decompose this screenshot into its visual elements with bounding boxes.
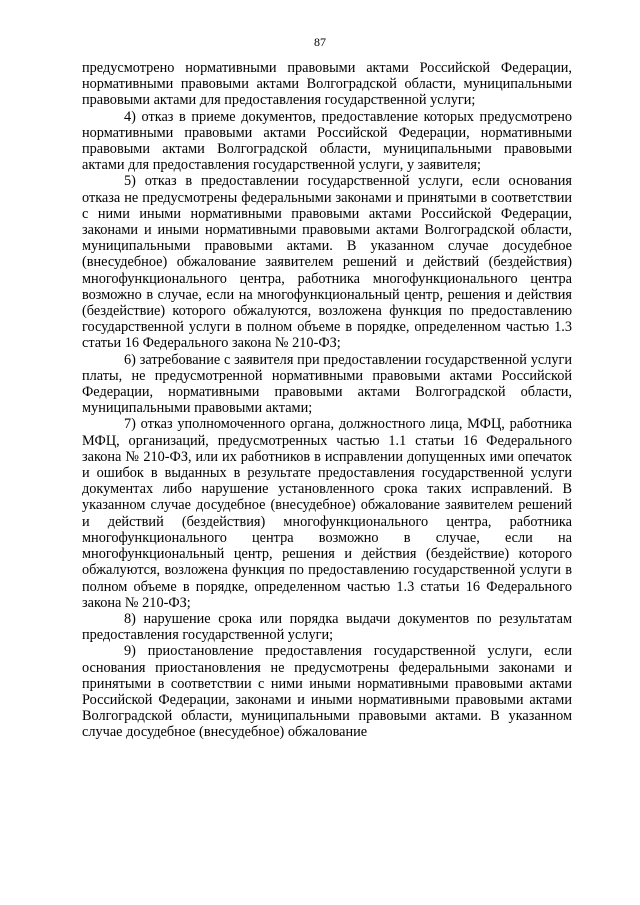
paragraph-item-6: 6) затребование с заявителя при предоставлении государственной услуги платы, не предусмотренной нормативными правовыми актами Российской Федерации, нормативными правовыми актами Волгоградской области, муниципальными правовыми актами; xyxy=(82,351,572,417)
paragraph-item-7: 7) отказ уполномоченного органа, должностного лица, МФЦ, работника МФЦ, организаций, предусмотренных частью 1.1 статьи 16 Федерального закона № 210-ФЗ, или их работников в исправлении допущенных ими опечаток и ошибок в выданных в результате предоставления государственной услуги документах либо нарушение установленного срока таких исправлений. В указанном случае досудебное (внесудебное) обжалование заявителем решений и действий (бездействия) многофункционального центра, работника многофункционального центра возможно в случае, если на многофункциональный центр, решения и действия (бездействие) которого обжалуются, возложена функция по предоставлению государственной услуги в полном объеме в порядке, определенном частью 1.3 статьи 16 Федерального закона № 210-ФЗ; xyxy=(82,416,572,611)
paragraph-item-8: 8) нарушение срока или порядка выдачи документов по результатам предоставления государственной услуги; xyxy=(82,610,572,644)
paragraph-item-4: 4) отказ в приеме документов, предоставление которых предусмотрено нормативными правовыми актами Российской Федерации, нормативными правовыми актами Волгоградской области, муниципальными правовыми актами для предоставления государственной услуги, у заявителя; xyxy=(82,108,572,174)
page-number: 87 xyxy=(314,35,326,49)
paragraph-item-5: 5) отказ в предоставлении государственной услуги, если основания отказа не предусмотрены федеральными законами и принятыми в соответствии с ними иными нормативными правовыми актами Российской Федерации, законами и иными нормативными правовыми актами Волгоградской области, муниципальными правовыми актами. В указанном случае досудебное (внесудебное) обжалование заявителем решений и действий (бездействия) многофункционального центра, работника многофункционального центра возможно в случае, если на многофункциональный центр, решения и действия (бездействие) которого обжалуются, возложена функция по предоставлению государственной услуги в полном объеме в порядке, определенном частью 1.3 статьи 16 Федерального закона № 210-ФЗ; xyxy=(82,173,572,352)
page-body xyxy=(82,60,572,741)
paragraph-continuation: предусмотрено нормативными правовыми актами Российской Федерации, нормативными правовыми актами Волгоградской области, муниципальными правовыми актами для предоставления государственной услуги; xyxy=(82,60,572,109)
paragraph-item-9: 9) приостановление предоставления государственной услуги, если основания приостановления не предусмотрены федеральными законами и принятыми в соответствии с ними иными нормативными правовыми актами Российской Федерации, законами и иными нормативными правовыми актами Волгоградской области, муниципальными правовыми актами. В указанном случае досудебное (внесудебное) обжалование xyxy=(82,643,572,741)
